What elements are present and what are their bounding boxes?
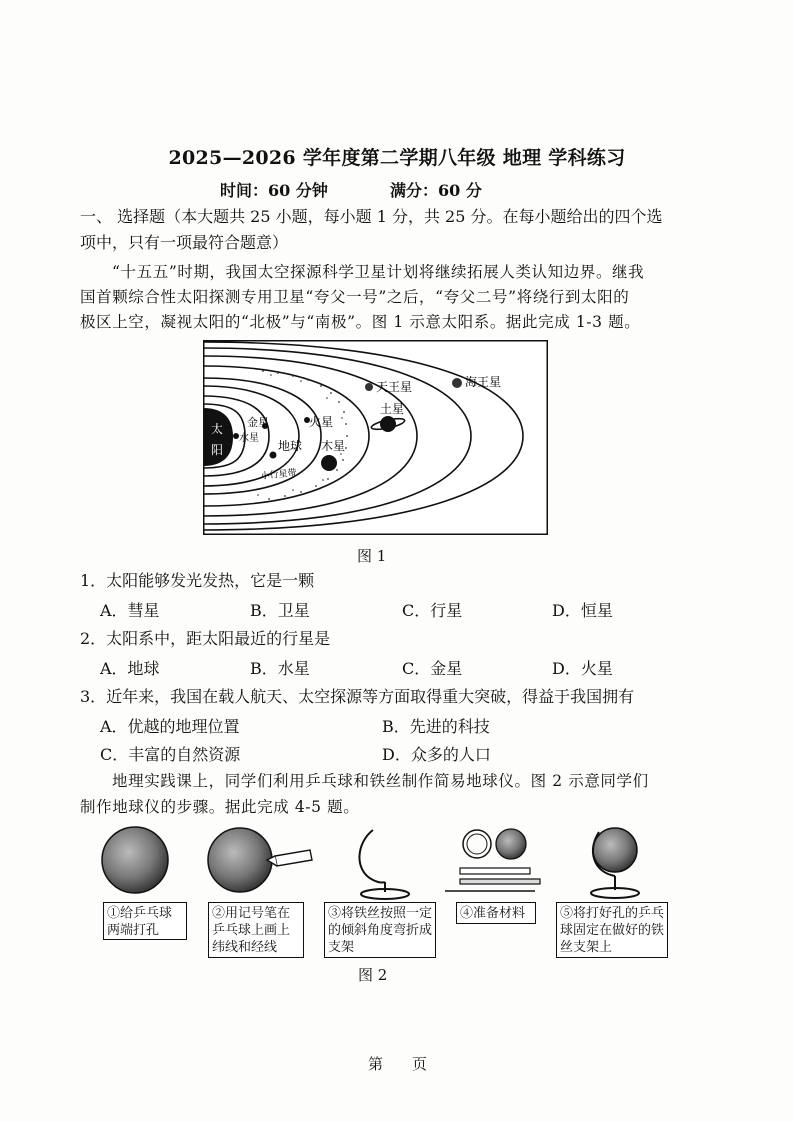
question-2-option-c: C．金星 xyxy=(402,659,463,678)
step-2-box: ②用记号笔在乒乓球上画上纬线和经线 xyxy=(208,902,304,958)
question-3-option-a: A．优越的地理位置 xyxy=(100,717,240,736)
question-3-stem: 3．近年来，我国在载人航天、太空探源等方面取得重大突破，得益于我国拥有 xyxy=(80,687,635,706)
step-4-box: ④准备材料 xyxy=(456,902,536,924)
pliers-icon xyxy=(460,879,540,884)
exam-score: 满分：60 分 xyxy=(390,181,482,200)
passage1-line2: 国首颗综合性太阳探测专用卫星“夸父一号”之后，“夸父二号”将绕行到太阳的 xyxy=(80,288,630,306)
jupiter-label: 木星 xyxy=(321,439,346,453)
footer-page-prefix: 第 xyxy=(368,1055,384,1073)
step-1-box: ①给乒乓球两端打孔 xyxy=(103,902,187,940)
ball-icon xyxy=(496,829,526,859)
passage1-line3: 极区上空，凝视太阳的“北极”与“南极”。图 1 示意太阳系。据此完成 1-3 题。 xyxy=(80,313,641,331)
earth-planet xyxy=(270,452,277,459)
exam-time: 时间：60 分钟 xyxy=(220,181,328,200)
passage2-line1: 地理实践课上，同学们利用乒乓球和铁丝制作简易地球仪。图 2 示意同学们 xyxy=(112,772,649,790)
figure2-caption: 图 2 xyxy=(358,966,388,984)
jupiter-planet xyxy=(321,455,337,471)
asteroid-belt-label: 小行星带 xyxy=(260,468,298,482)
step-3-box: ③将铁丝按照一定的倾斜角度弯折成支架 xyxy=(324,902,436,958)
step1-ping-pong-ball xyxy=(102,827,168,893)
question-3-option-d: D．众多的人口 xyxy=(382,745,491,764)
step3-wire-stand xyxy=(359,830,409,899)
globe-steps-figure xyxy=(95,822,695,902)
question-1-option-c: C．行星 xyxy=(402,601,463,620)
figure1-caption: 图 1 xyxy=(357,547,387,565)
sun-label-1: 太 xyxy=(211,422,224,436)
solar-system-figure xyxy=(203,340,548,535)
marker-pen-icon xyxy=(267,850,312,866)
earth-label: 地球 xyxy=(278,439,303,453)
footer-page-suffix: 页 xyxy=(412,1055,428,1073)
question-1-stem: 1．太阳能够发光发热，它是一颗 xyxy=(80,571,315,590)
pen-icon xyxy=(460,868,530,874)
question-2-stem: 2．太阳系中，距太阳最近的行星是 xyxy=(80,629,331,648)
neptune-label: 海王星 xyxy=(465,375,502,389)
venus-label: 金星 xyxy=(247,416,269,429)
sun-label-2: 阳 xyxy=(211,443,224,457)
saturn-label: 土星 xyxy=(380,402,405,416)
question-2-option-b: B．水星 xyxy=(250,659,310,678)
neptune-planet xyxy=(452,378,462,388)
question-3-option-c: C．丰富的自然资源 xyxy=(100,745,241,764)
question-3-option-b: B．先进的科技 xyxy=(382,717,490,736)
uranus-label: 天王星 xyxy=(376,380,413,394)
passage2-line2: 制作地球仪的步骤。据此完成 4-5 题。 xyxy=(80,798,360,816)
section-heading-line1: 一、 选择题（本大题共 25 小题，每小题 1 分，共 25 分。在每小题给出的四个选 xyxy=(80,207,663,226)
section-heading-line2: 项中，只有一项最符合题意） xyxy=(80,233,289,252)
question-1-option-d: D．恒星 xyxy=(552,601,613,620)
passage1-line1: “十五五”时期，我国太空探源科学卫星计划将继续拓展人类认知边界。继我 xyxy=(112,263,645,281)
step-5-box: ⑤将打好孔的乒乓球固定在做好的铁丝支架上 xyxy=(556,902,668,958)
question-1-option-b: B．卫星 xyxy=(250,601,310,620)
mercury-label: 水星 xyxy=(239,433,259,444)
question-2-option-d: D．火星 xyxy=(552,659,613,678)
exam-title: 2025—2026 学年度第二学期八年级 地理 学科练习 xyxy=(168,147,626,169)
mars-label: 火星 xyxy=(309,415,334,429)
question-1-option-a: A．彗星 xyxy=(100,601,160,620)
step4-materials xyxy=(445,829,540,891)
uranus-planet xyxy=(365,383,373,391)
step5-finished-globe xyxy=(591,828,639,898)
question-2-option-a: A．地球 xyxy=(100,659,160,678)
step2-ping-pong-ball xyxy=(208,828,272,892)
